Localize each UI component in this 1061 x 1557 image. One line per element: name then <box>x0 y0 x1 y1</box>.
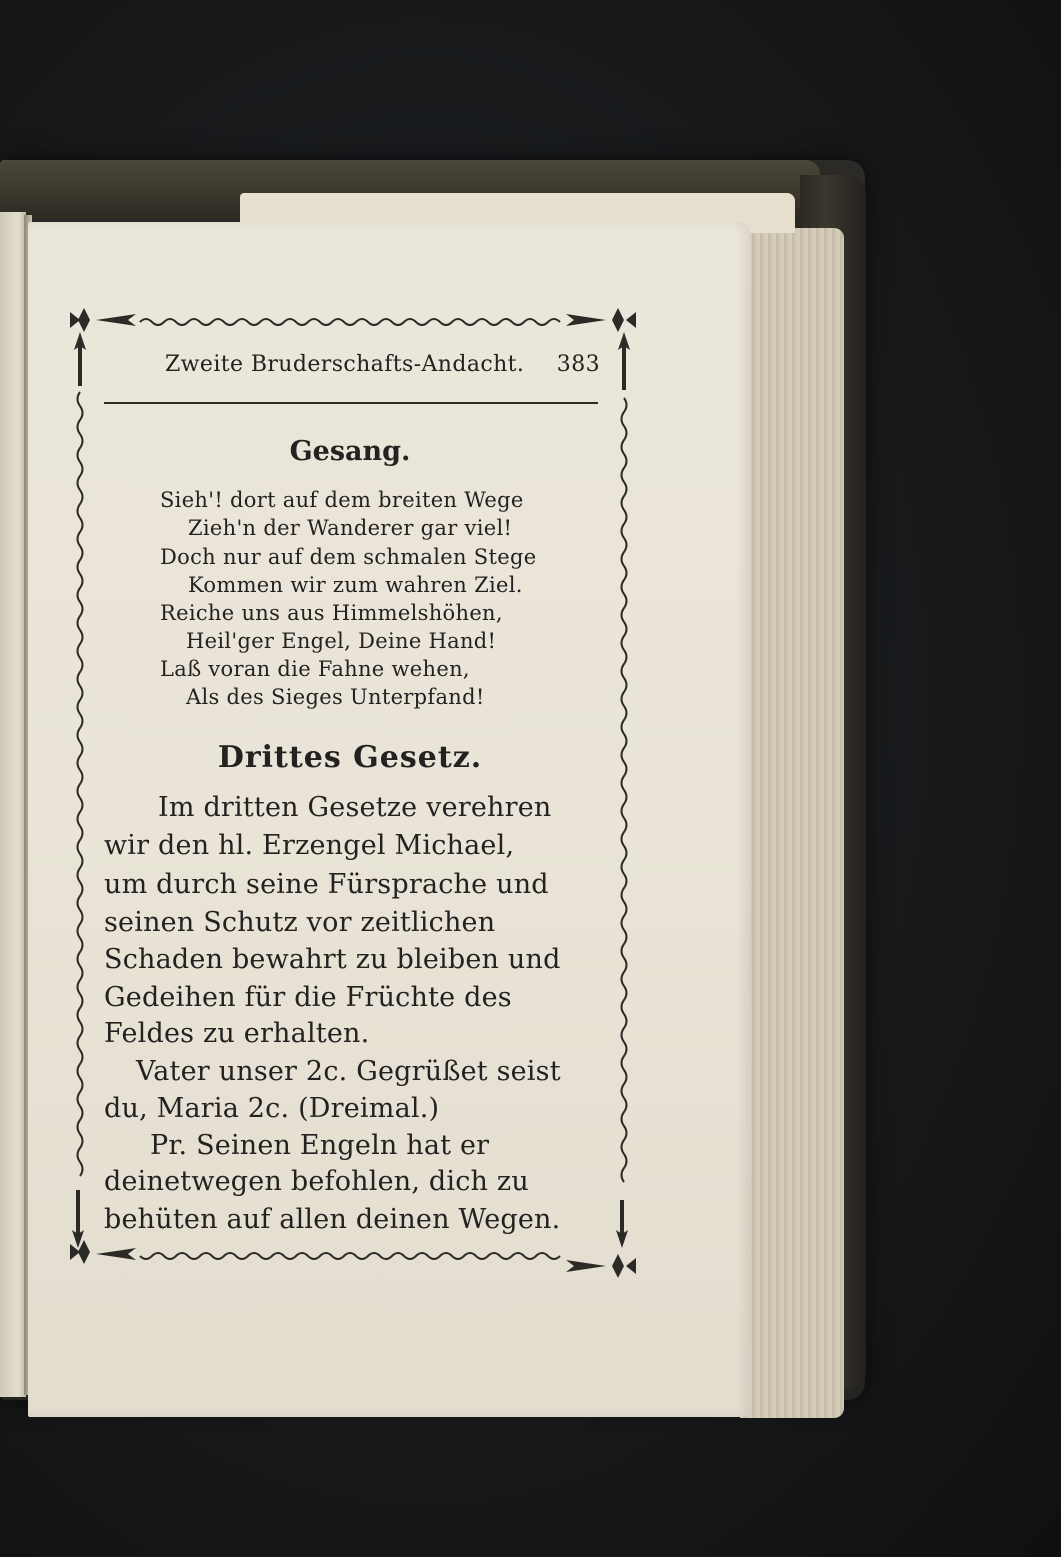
header-rule <box>104 402 598 404</box>
body-line: Schaden bewahrt zu bleiben und <box>104 944 561 975</box>
hymn-line: Heil'ger Engel, Deine Hand! <box>186 629 497 653</box>
hymn-line: Laß voran die Fahne wehen, <box>160 657 470 681</box>
hymn-title: Gesang. <box>289 436 411 467</box>
corner-ornament-bottom-right <box>566 1200 636 1278</box>
body-line: du, Maria 2c. (Dreimal.) <box>104 1093 440 1124</box>
body-line: Gedeihen für die Früchte des <box>104 982 512 1013</box>
body-line: Im dritten Gesetze verehren <box>158 792 552 823</box>
body-line: um durch seine Fürsprache und <box>104 869 549 900</box>
section-title: Drittes Gesetz. <box>217 740 483 775</box>
hymn-line: Reiche uns aus Himmelshöhen, <box>160 601 503 625</box>
running-head-title: Zweite Bruderschafts-Andacht. <box>165 352 525 377</box>
corner-ornament-top-right <box>566 308 636 390</box>
body-line: wir den hl. Erzengel Michael, <box>104 830 515 861</box>
top-wavy-border <box>140 319 560 325</box>
body-line: deinetwegen befohlen, dich zu <box>104 1166 529 1197</box>
body-line: Pr. Seinen Engeln hat er <box>150 1130 490 1161</box>
hymn-line: Kommen wir zum wahren Ziel. <box>188 573 523 597</box>
body-line: behüten auf allen deinen Wegen. <box>104 1204 561 1235</box>
corner-ornament-top-left <box>70 308 136 386</box>
running-head <box>165 352 600 377</box>
hymn-line: Zieh'n der Wanderer gar viel! <box>188 516 513 540</box>
bottom-wavy-border <box>140 1253 560 1259</box>
page-number: 383 <box>556 352 600 377</box>
hymn-line: Doch nur auf dem schmalen Stege <box>160 545 537 569</box>
body-line: Vater unser 2c. Gegrüßet seist <box>136 1056 561 1087</box>
right-wavy-border <box>622 398 627 1182</box>
body-line: seinen Schutz vor zeitlichen <box>104 907 496 938</box>
body-line: Feldes zu erhalten. <box>104 1018 370 1049</box>
hymn-line: Als des Sieges Unterpfand! <box>186 685 485 709</box>
left-wavy-border <box>78 392 83 1176</box>
hymn-line: Sieh'! dort auf dem breiten Wege <box>160 488 524 512</box>
